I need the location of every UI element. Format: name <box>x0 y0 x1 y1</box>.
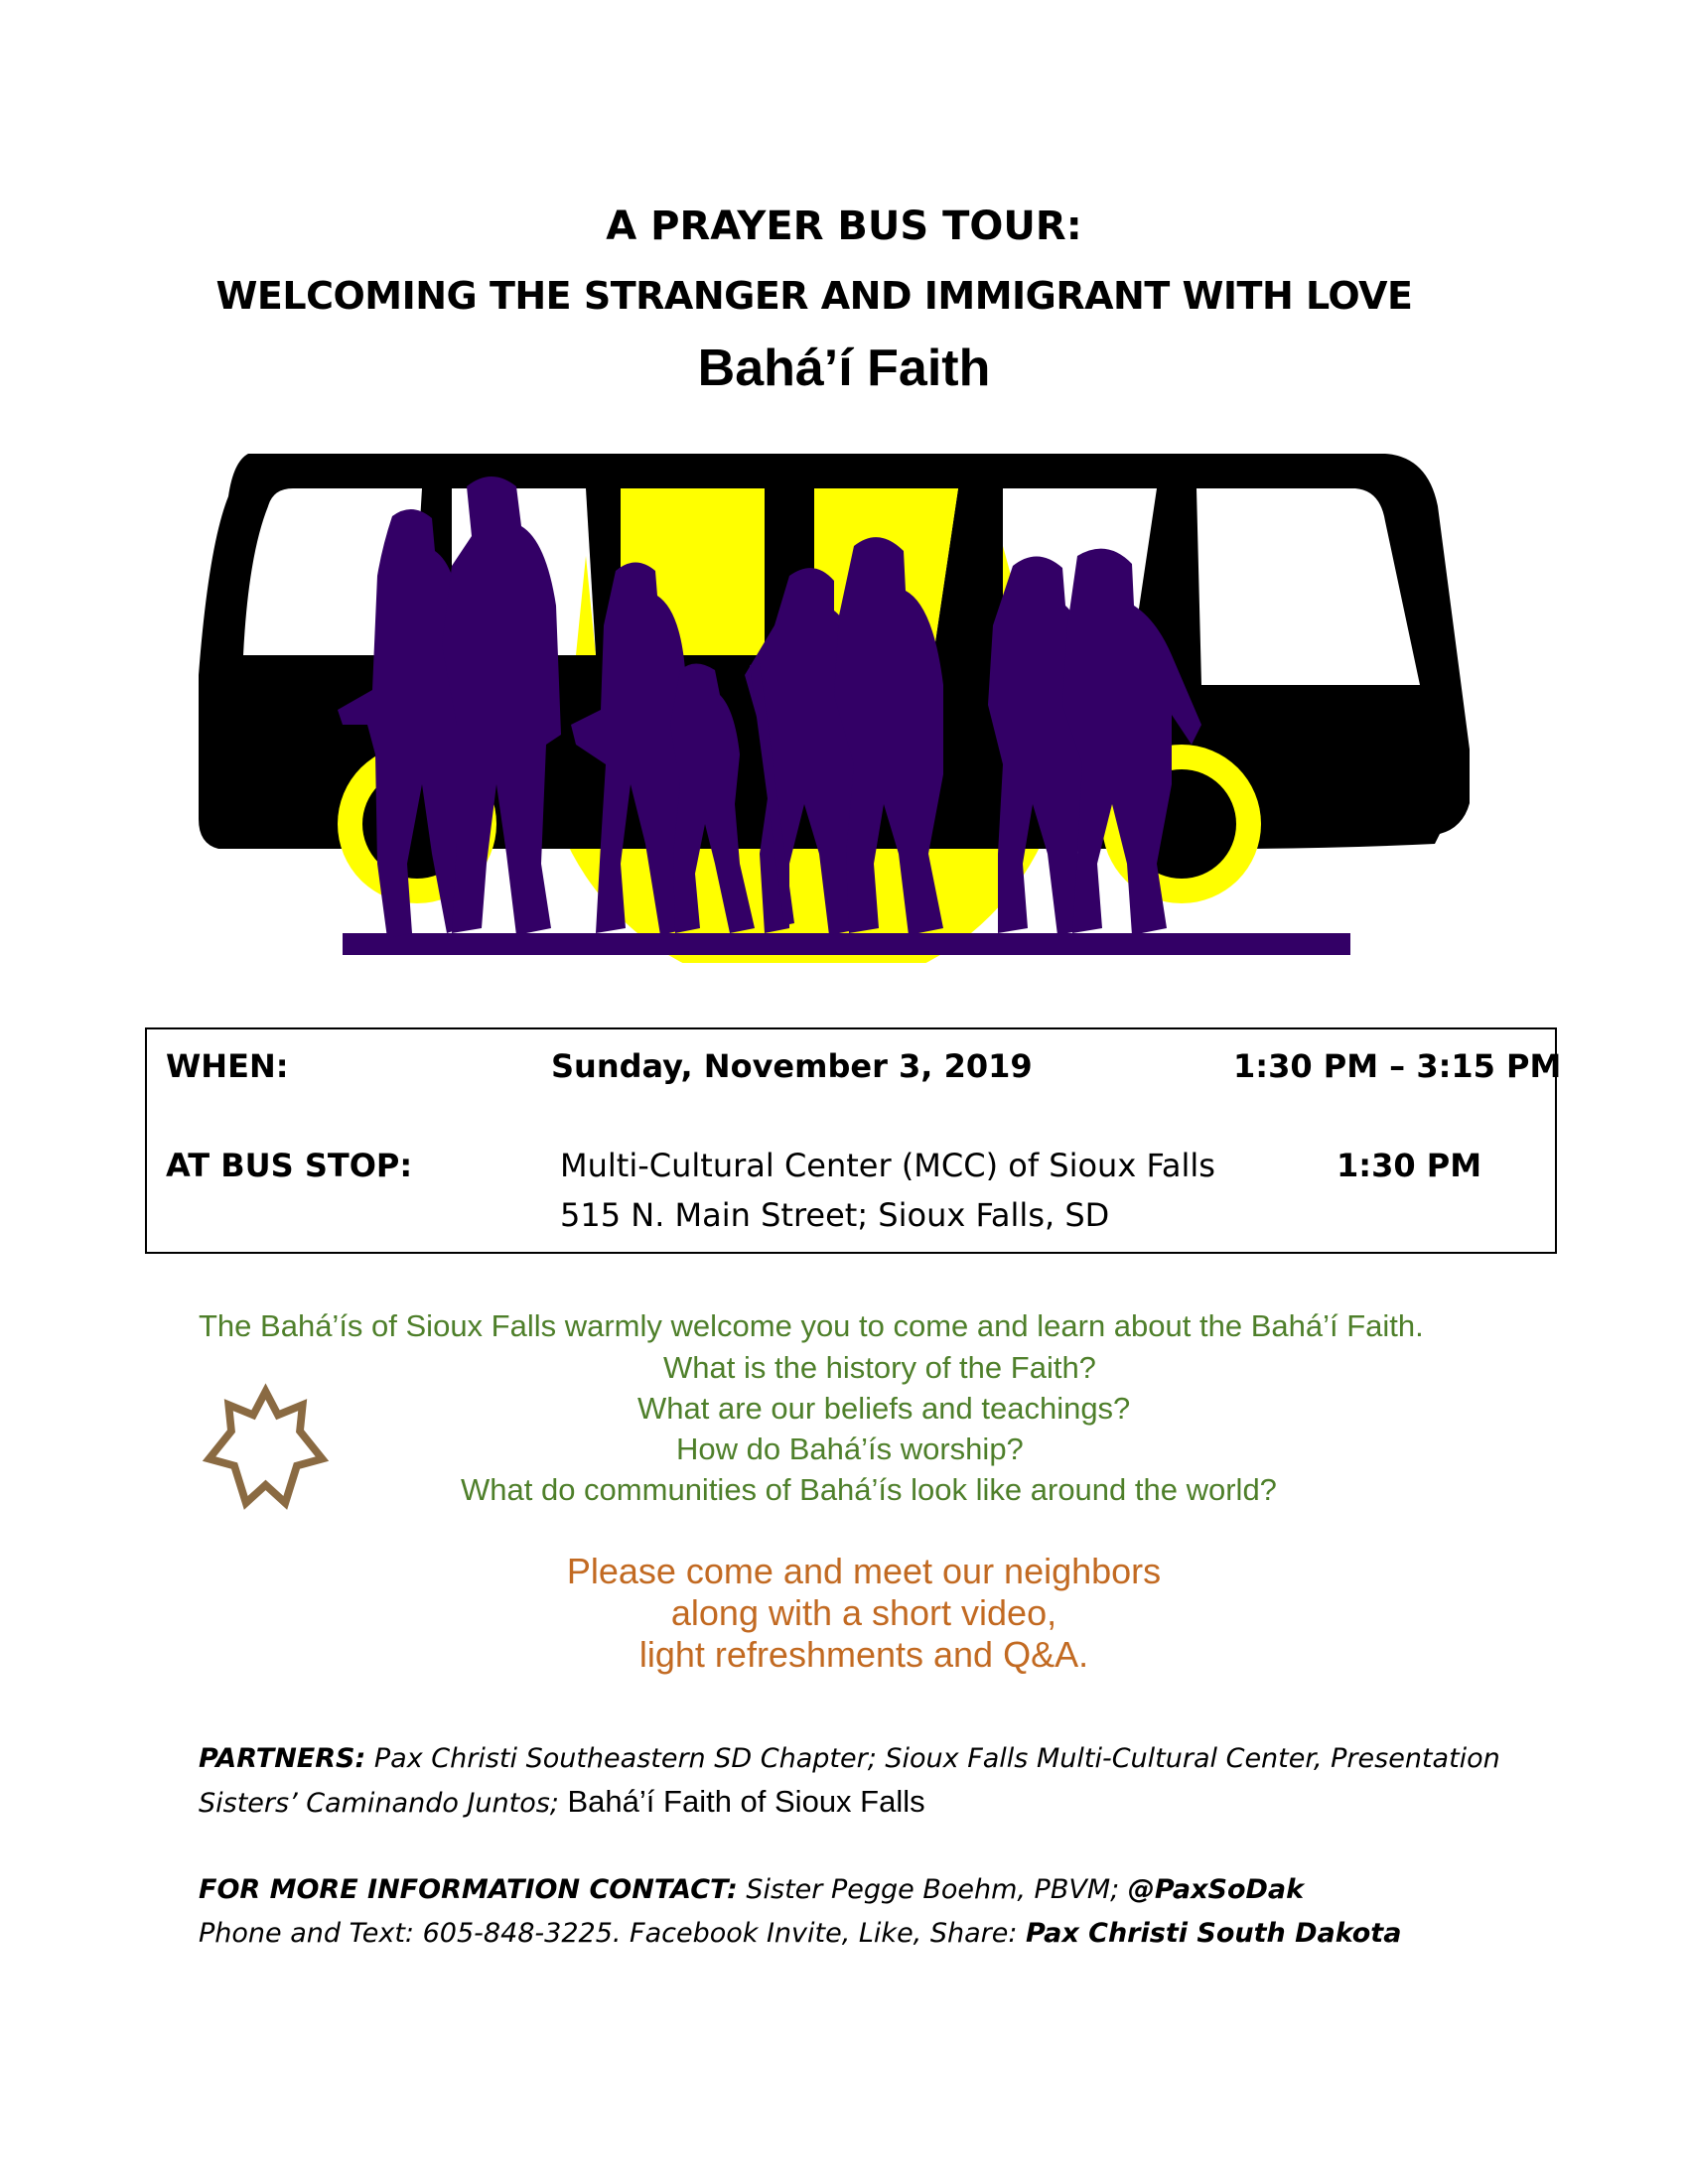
bus-with-silhouettes-illustration <box>179 427 1470 963</box>
bus-stop-label: AT BUS STOP: <box>166 1147 413 1184</box>
welcome-question: What do communities of Bahá’ís look like around the world? <box>461 1472 1277 1507</box>
page-title-line2: WELCOMING THE STRANGER AND IMMIGRANT WITH LOVE <box>215 274 1413 318</box>
venue-address: 515 N. Main Street; Sioux Falls, SD <box>560 1196 1110 1234</box>
welcome-line: The Bahá’ís of Sioux Falls warmly welcome you to come and learn about the Bahá’í Faith. <box>199 1308 1424 1343</box>
event-time-range: 1:30 PM – 3:15 PM <box>1233 1047 1562 1085</box>
ground-strip <box>343 933 1350 955</box>
page-title-line3: Bahá’í Faith <box>697 340 991 397</box>
welcome-question: What is the history of the Faith? <box>663 1350 1096 1385</box>
partners-text: Pax Christi Southeastern SD Chapter; Sioux Falls Multi-Cultural Center, Presentation <box>373 1743 1500 1774</box>
page-title-line1: A PRAYER BUS TOUR: <box>606 204 1082 249</box>
welcome-question: What are our beliefs and teachings? <box>637 1391 1131 1426</box>
when-label: WHEN: <box>166 1047 289 1085</box>
partners-line2 <box>199 1784 925 1820</box>
contact-line2 <box>199 1918 1401 1949</box>
venue-name: Multi-Cultural Center (MCC) of Sioux Falls <box>560 1147 1215 1184</box>
partners-label: PARTNERS: <box>199 1743 366 1774</box>
phone-line: Phone and Text: 605-848-3225. Facebook Invite, Like, Share: <box>199 1918 1018 1949</box>
contact-line1 <box>199 1874 1304 1905</box>
partners-text: Sisters’ Caminando Juntos; <box>199 1788 559 1819</box>
contact-label: FOR MORE INFORMATION CONTACT: <box>199 1874 738 1905</box>
invitation-line: light refreshments and Q&A. <box>638 1634 1089 1675</box>
event-date: Sunday, November 3, 2019 <box>551 1047 1033 1085</box>
facebook-page[interactable]: Pax Christi South Dakota <box>1026 1918 1402 1949</box>
invitation-line: along with a short video, <box>670 1592 1057 1633</box>
twitter-handle[interactable]: @PaxSoDak <box>1127 1874 1305 1905</box>
bus-stop-time: 1:30 PM <box>1336 1147 1482 1184</box>
contact-name: Sister Pegge Boehm, PBVM; <box>746 1874 1120 1905</box>
nine-pointed-star-icon <box>199 1382 333 1516</box>
partners-bahai: Bahá’í Faith of Sioux Falls <box>567 1784 925 1819</box>
invitation-line: Please come and meet our neighbors <box>566 1551 1162 1591</box>
welcome-question: How do Bahá’ís worship? <box>676 1432 1024 1466</box>
partners-line1 <box>199 1743 1500 1774</box>
